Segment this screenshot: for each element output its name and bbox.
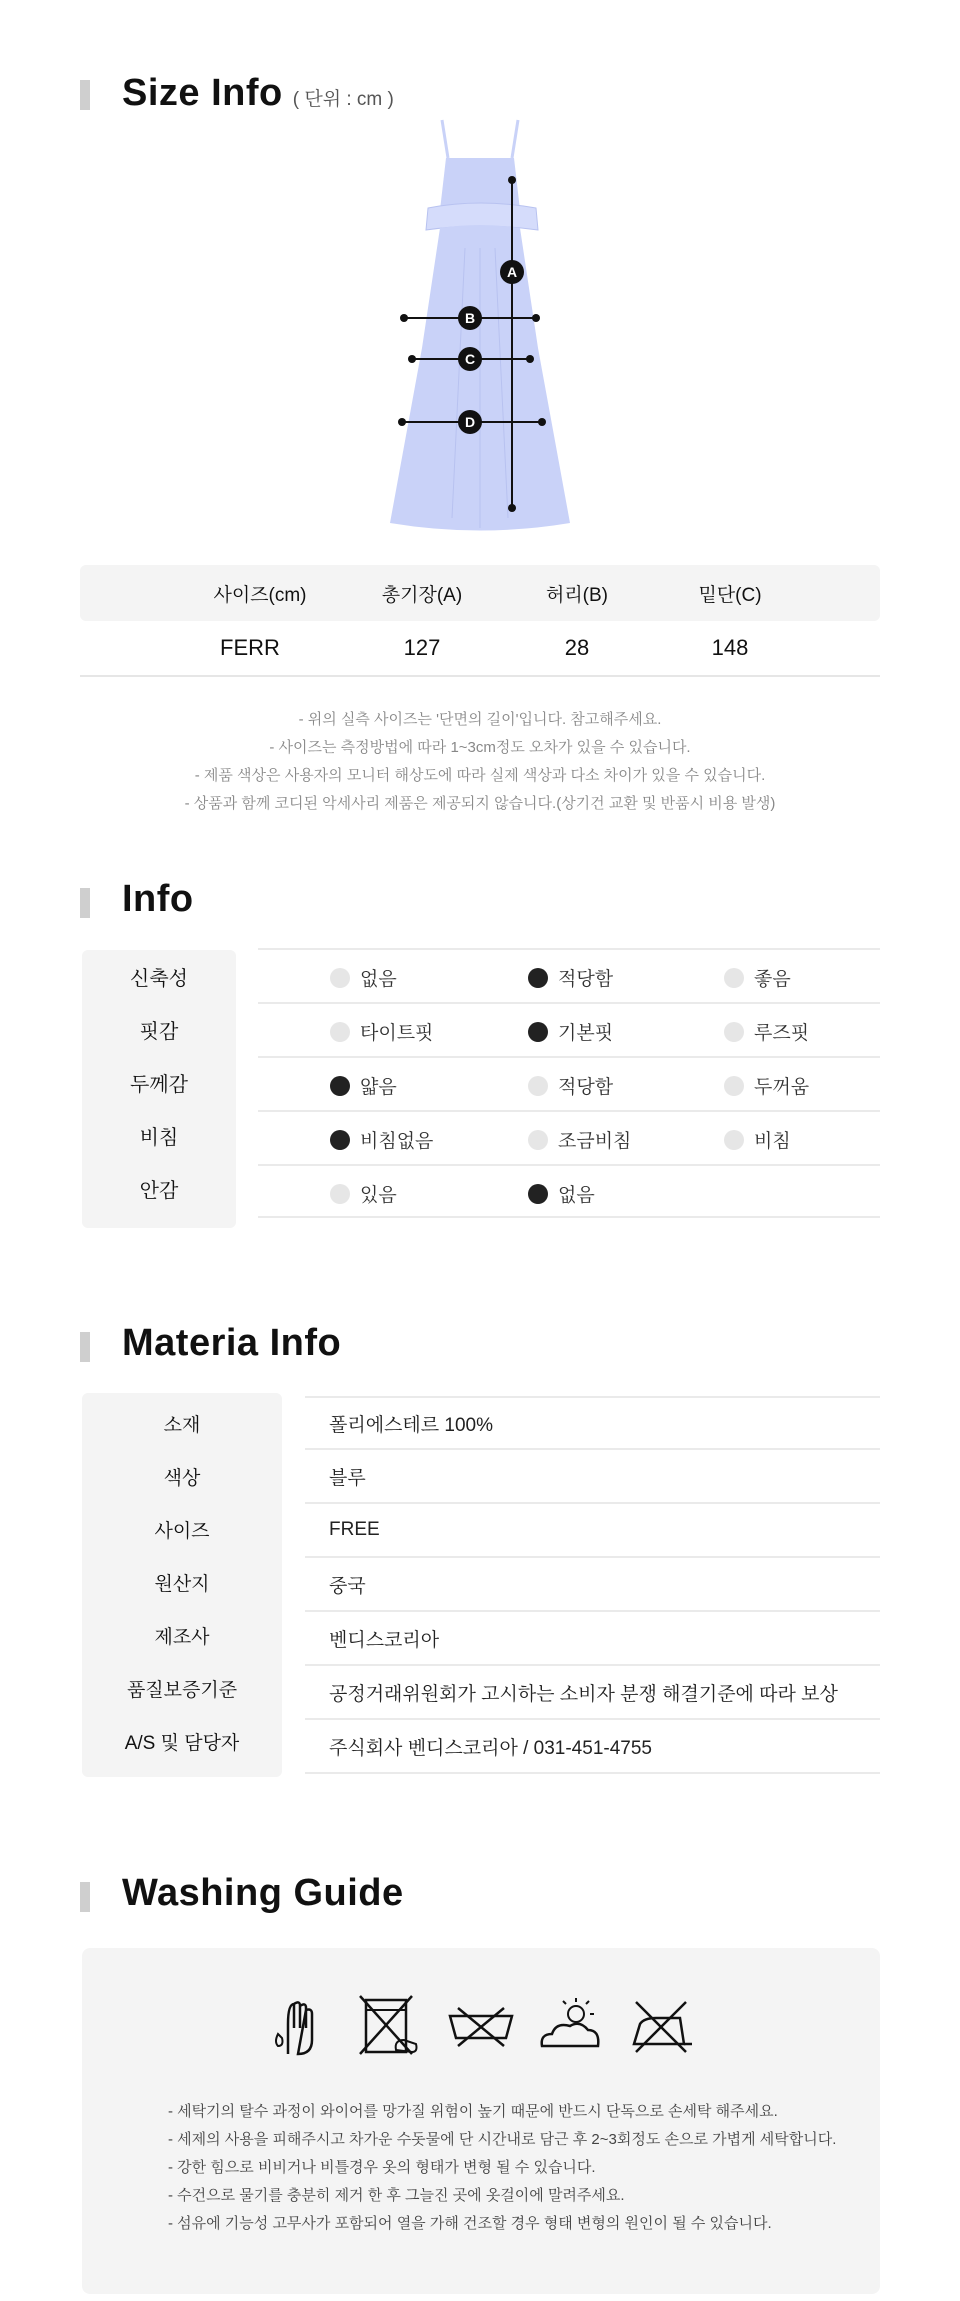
option: 타이트핏 <box>330 1018 433 1045</box>
washing-note: - 섬유에 기능성 고무사가 포함되어 열을 가해 건조할 경우 형태 변형의 원인이 될 수 있습니다. <box>168 2215 772 2232</box>
info-label: 비침 <box>139 1127 179 1149</box>
section-marker <box>80 888 90 918</box>
radio-dot-icon <box>528 1076 548 1096</box>
materia-title: Materia Info <box>122 1322 342 1364</box>
size-cell: 28 <box>564 635 590 660</box>
materia-values <box>305 1396 880 1774</box>
washing-note: - 세탁기의 탈수 과정이 와이어를 망가질 위험이 높기 때문에 반드시 단독으로 손세탁 해주세요. <box>168 2103 778 2120</box>
radio-dot-icon <box>330 968 350 988</box>
radio-dot-icon <box>724 1022 744 1042</box>
option-selected: 적당함 <box>528 964 613 991</box>
option: 없음 <box>330 964 397 991</box>
option: 있음 <box>330 1180 397 1207</box>
section-marker <box>80 1332 90 1362</box>
materia-label: 품질보증기준 <box>126 1680 238 1701</box>
no-iron-icon <box>626 1994 696 2058</box>
radio-dot-icon <box>724 1130 744 1150</box>
svg-text:A: A <box>506 264 518 280</box>
info-row-lining <box>258 1164 880 1218</box>
option-selected: 얇음 <box>330 1072 397 1099</box>
size-header-cell: 밑단(C) <box>698 584 762 606</box>
option: 비침 <box>724 1126 791 1153</box>
option-selected: 없음 <box>528 1180 595 1207</box>
size-note: - 제품 색상은 사용자의 모니터 해상도에 따라 실제 색상과 다소 차이가 있을 수 있습니다. <box>194 767 766 784</box>
svg-text:D: D <box>464 414 476 430</box>
materia-value: FREE <box>305 1504 880 1558</box>
materia-heading <box>80 1322 341 1365</box>
option-selected: 기본핏 <box>528 1018 613 1045</box>
materia-label: 제조사 <box>154 1627 210 1648</box>
materia-value: 주식회사 벤디스코리아 / 031-451-4755 <box>305 1720 880 1774</box>
materia-value: 벤디스코리아 <box>305 1612 880 1666</box>
materia-label-column <box>82 1393 282 1777</box>
info-label: 안감 <box>139 1180 179 1202</box>
washing-note: - 세제의 사용을 피해주시고 차가운 수돗물에 단 시간내로 담근 후 2~3회정도 손으로 가볍게 세탁합니다. <box>168 2131 837 2148</box>
option: 적당함 <box>528 1072 613 1099</box>
radio-dot-selected-icon <box>528 1184 548 1204</box>
size-note: - 위의 실측 사이즈는 '단면의 길이'입니다. 참고해주세요. <box>298 711 662 728</box>
option: 조금비침 <box>528 1126 631 1153</box>
materia-label: 원산지 <box>154 1574 210 1595</box>
marker-b <box>458 306 482 330</box>
dress-measurement-diagram <box>370 118 590 538</box>
dry-in-shade-icon <box>536 1994 606 2058</box>
info-label: 두께감 <box>130 1074 188 1096</box>
washing-guide-panel <box>82 1948 880 2294</box>
option-selected: 비침없음 <box>330 1126 433 1153</box>
info-options-grid <box>258 948 880 1218</box>
size-cell: FERR <box>220 635 280 660</box>
size-header-cell: 허리(B) <box>545 584 609 606</box>
radio-dot-selected-icon <box>330 1130 350 1150</box>
radio-dot-icon <box>330 1022 350 1042</box>
option: 좋음 <box>724 964 791 991</box>
hand-wash-icon <box>266 1994 336 2058</box>
section-marker <box>80 1882 90 1912</box>
info-title: Info <box>122 878 194 920</box>
info-row-sheerness <box>258 1110 880 1164</box>
size-header-cell: 사이즈(cm) <box>213 584 307 606</box>
radio-dot-icon <box>528 1130 548 1150</box>
size-note: - 상품과 함께 코디된 악세사리 제품은 제공되지 않습니다.(상기건 교환 및 반품시 비용 발생) <box>184 795 776 812</box>
info-row-fit <box>258 1002 880 1056</box>
washing-icons <box>266 1994 696 2058</box>
size-notes <box>80 706 880 818</box>
size-info-title: Size Info <box>122 72 283 114</box>
materia-label: 사이즈 <box>154 1521 210 1542</box>
washing-note: - 강한 힘으로 비비거나 비틀경우 옷의 형태가 변형 될 수 있습니다. <box>168 2159 596 2176</box>
materia-value: 공정거래위원회가 고시하는 소비자 분쟁 해결기준에 따라 보상 <box>305 1666 880 1720</box>
info-label: 신축성 <box>130 968 188 990</box>
materia-value: 블루 <box>305 1450 880 1504</box>
marker-c <box>458 347 482 371</box>
radio-dot-icon <box>724 1076 744 1096</box>
materia-value: 중국 <box>305 1558 880 1612</box>
materia-value: 폴리에스테르 100% <box>305 1396 880 1450</box>
section-marker <box>80 80 90 110</box>
materia-label: 색상 <box>163 1468 201 1489</box>
materia-label: A/S 및 담당자 <box>124 1733 240 1754</box>
info-label-column <box>82 950 236 1228</box>
radio-dot-selected-icon <box>528 968 548 988</box>
radio-dot-icon <box>724 968 744 988</box>
size-table-header <box>80 565 880 621</box>
washing-title: Washing Guide <box>122 1872 404 1914</box>
marker-a <box>500 260 524 284</box>
size-note: - 사이즈는 측정방법에 따라 1~3cm정도 오차가 있을 수 있습니다. <box>269 739 691 756</box>
info-heading <box>80 878 194 921</box>
option: 루즈핏 <box>724 1018 809 1045</box>
size-unit-label: ( 단위 : cm ) <box>292 89 394 110</box>
washing-notes <box>168 2098 836 2238</box>
size-cell: 148 <box>711 635 749 660</box>
radio-dot-selected-icon <box>528 1022 548 1042</box>
option: 두꺼움 <box>724 1072 809 1099</box>
info-row-stretch <box>258 948 880 1002</box>
svg-text:B: B <box>464 310 476 326</box>
no-bleach-icon <box>446 1994 516 2058</box>
radio-dot-icon <box>330 1184 350 1204</box>
materia-label: 소재 <box>163 1415 201 1436</box>
washing-note: - 수건으로 물기를 충분히 제거 한 후 그늘진 곳에 옷걸이에 말려주세요. <box>168 2187 625 2204</box>
size-table-row <box>80 621 880 677</box>
no-machine-wash-icon <box>356 1994 426 2058</box>
size-info-heading <box>80 72 394 115</box>
size-cell: 127 <box>403 635 441 660</box>
svg-text:C: C <box>464 351 476 367</box>
info-row-thickness <box>258 1056 880 1110</box>
radio-dot-selected-icon <box>330 1076 350 1096</box>
washing-heading <box>80 1872 404 1915</box>
info-label: 핏감 <box>139 1021 179 1043</box>
size-header-cell: 총기장(A) <box>381 584 463 606</box>
size-table <box>80 565 880 677</box>
marker-d <box>458 410 482 434</box>
